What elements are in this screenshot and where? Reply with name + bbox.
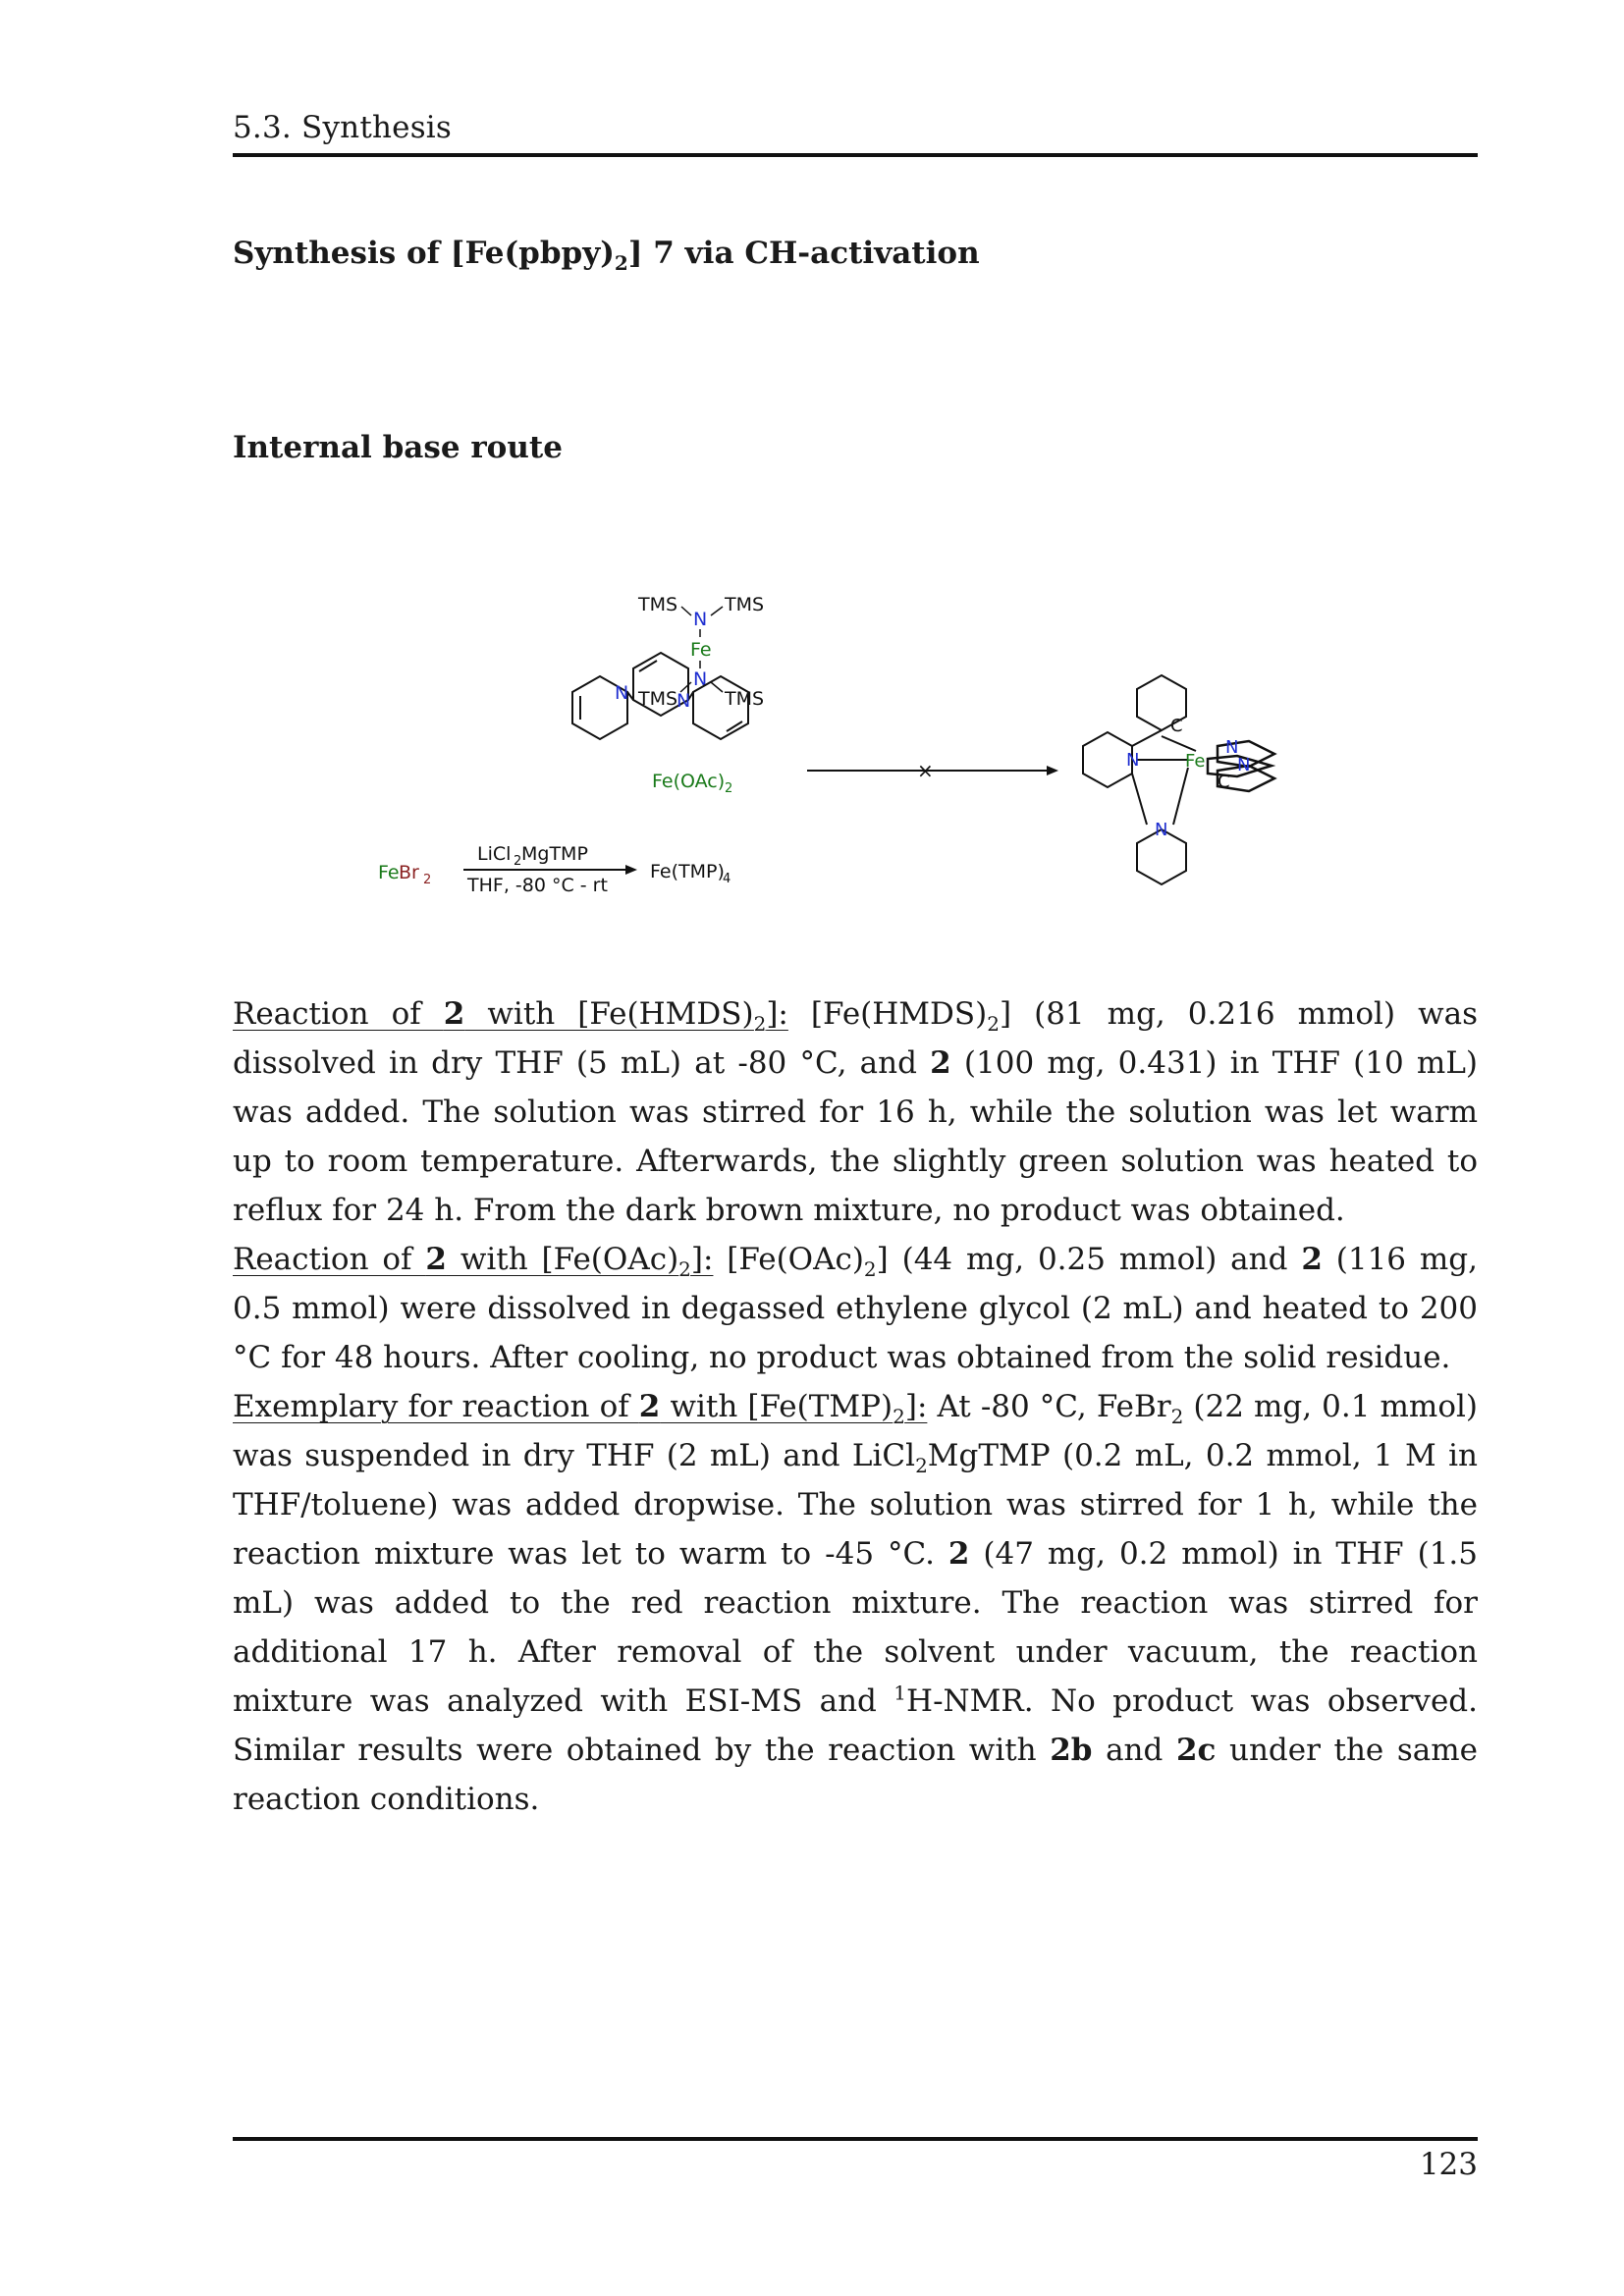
reaction-scheme — [353, 574, 1335, 908]
svg-text:C: C — [1218, 772, 1230, 792]
section-heading: Synthesis of $[Fe(pbpy)_2]$ 7 via CH-activation — [233, 236, 980, 276]
svg-text:Fe: Fe — [690, 639, 712, 661]
page-number: 123 — [1419, 2147, 1478, 2182]
runin-label-hmds: Reaction of 2 with $[Fe(HMDS)_2]$: — [233, 996, 788, 1037]
fe-oac-label — [652, 771, 732, 796]
runin-label-oac: Reaction of 2 with $[Fe(OAc)_2]$: — [233, 1242, 714, 1282]
product-atom-labels — [1126, 716, 1250, 840]
svg-text:2: 2 — [725, 781, 733, 796]
svg-text:C: C — [1170, 716, 1183, 736]
svg-text:N: N — [615, 682, 629, 704]
svg-text:2: 2 — [514, 854, 522, 869]
paragraph-oac: Reaction of 2 with $[Fe(OAc)_2]$: $[Fe(OAc)_2]$ (44 mg, 0.25 mmol) and 2 (116 mg, 0.5 mmol) were dissolved in degassed ethylene glycol (2 mL) and heated to 200 °C for 48 hours. After cooling, no product was obtained from the solid residue. — [233, 1242, 1478, 1375]
svg-text:TMS: TMS — [638, 594, 678, 615]
svg-text:Fe: Fe — [378, 862, 400, 883]
svg-text:N: N — [677, 690, 691, 712]
svg-text:4: 4 — [723, 872, 731, 886]
svg-text:Fe(TMP): Fe(TMP) — [650, 861, 725, 882]
reaction-arrow-main — [807, 759, 1058, 782]
svg-text:Fe: Fe — [1185, 751, 1206, 772]
svg-text:N: N — [1155, 820, 1168, 840]
fe-hmds-structure — [637, 594, 764, 710]
svg-text:Br: Br — [399, 862, 419, 883]
svg-text:N: N — [693, 609, 708, 630]
footer-rule — [233, 2137, 1478, 2141]
febr2-route — [378, 843, 731, 896]
svg-text:N: N — [1237, 755, 1251, 775]
body-text — [233, 989, 1478, 1824]
svg-text:THF, -80 °C - rt: THF, -80 °C - rt — [467, 875, 608, 896]
subsection-heading: Internal base route — [233, 430, 563, 465]
svg-text:TMS: TMS — [725, 688, 765, 710]
svg-text:N: N — [693, 668, 708, 690]
runin-label-tmp: Exemplary for reaction of 2 with $[Fe(TMP)_2]$: — [233, 1389, 928, 1429]
running-header: 5.3. Synthesis — [233, 110, 453, 145]
svg-text:Fe(OAc): Fe(OAc) — [652, 771, 726, 792]
svg-text:N: N — [1225, 737, 1239, 758]
svg-text:2: 2 — [423, 873, 432, 887]
fe-pbpy2-product — [1083, 675, 1274, 884]
svg-text:TMS: TMS — [725, 594, 765, 615]
paragraph-tmp: Exemplary for reaction of 2 with $[Fe(TMP)_2]$: At -80 °C, FeBr$_2$ (22 mg, 0.1 mmol) was suspended in dry THF (2 mL) and LiCl$_2$MgTMP (0.2 mL, 0.2 mmol, 1 M in THF/toluene) was added dropwise. The solution was stirred for 1 h, while the reaction mixture was let to warm to -45 °C. 2 (47 mg, 0.2 mmol) in THF (1.5 mL) was added to the red reaction mixture. The reaction was stirred for additional 17 h. After removal of the solvent under vacuum, the reaction mixture was analyzed with ESI-MS and $^1$H-NMR. No product was observed. Similar results were obtained by the reaction with 2b and 2c under the same reaction conditions. — [233, 1389, 1478, 1817]
svg-text:MgTMP: MgTMP — [521, 843, 588, 865]
header-rule — [233, 153, 1478, 157]
svg-text:LiCl: LiCl — [477, 843, 512, 865]
svg-text:N: N — [1126, 750, 1140, 771]
svg-text:TMS: TMS — [638, 688, 678, 710]
failed-reaction-cross: × — [917, 759, 934, 782]
paragraph-hmds: Reaction of 2 with $[Fe(HMDS)_2]$: $[Fe(HMDS)_2]$ (81 mg, 0.216 mmol) was dissolved in dry THF (5 mL) at -80 °C, and 2 (100 mg, 0.431) in THF (10 mL) was added. The solution was stirred for 16 h, while the solution was let warm up to room temperature. Afterwards, the slightly green solution was heated to reflux for 24 h. From the dark brown mixture, no product was obtained. — [233, 996, 1479, 1228]
